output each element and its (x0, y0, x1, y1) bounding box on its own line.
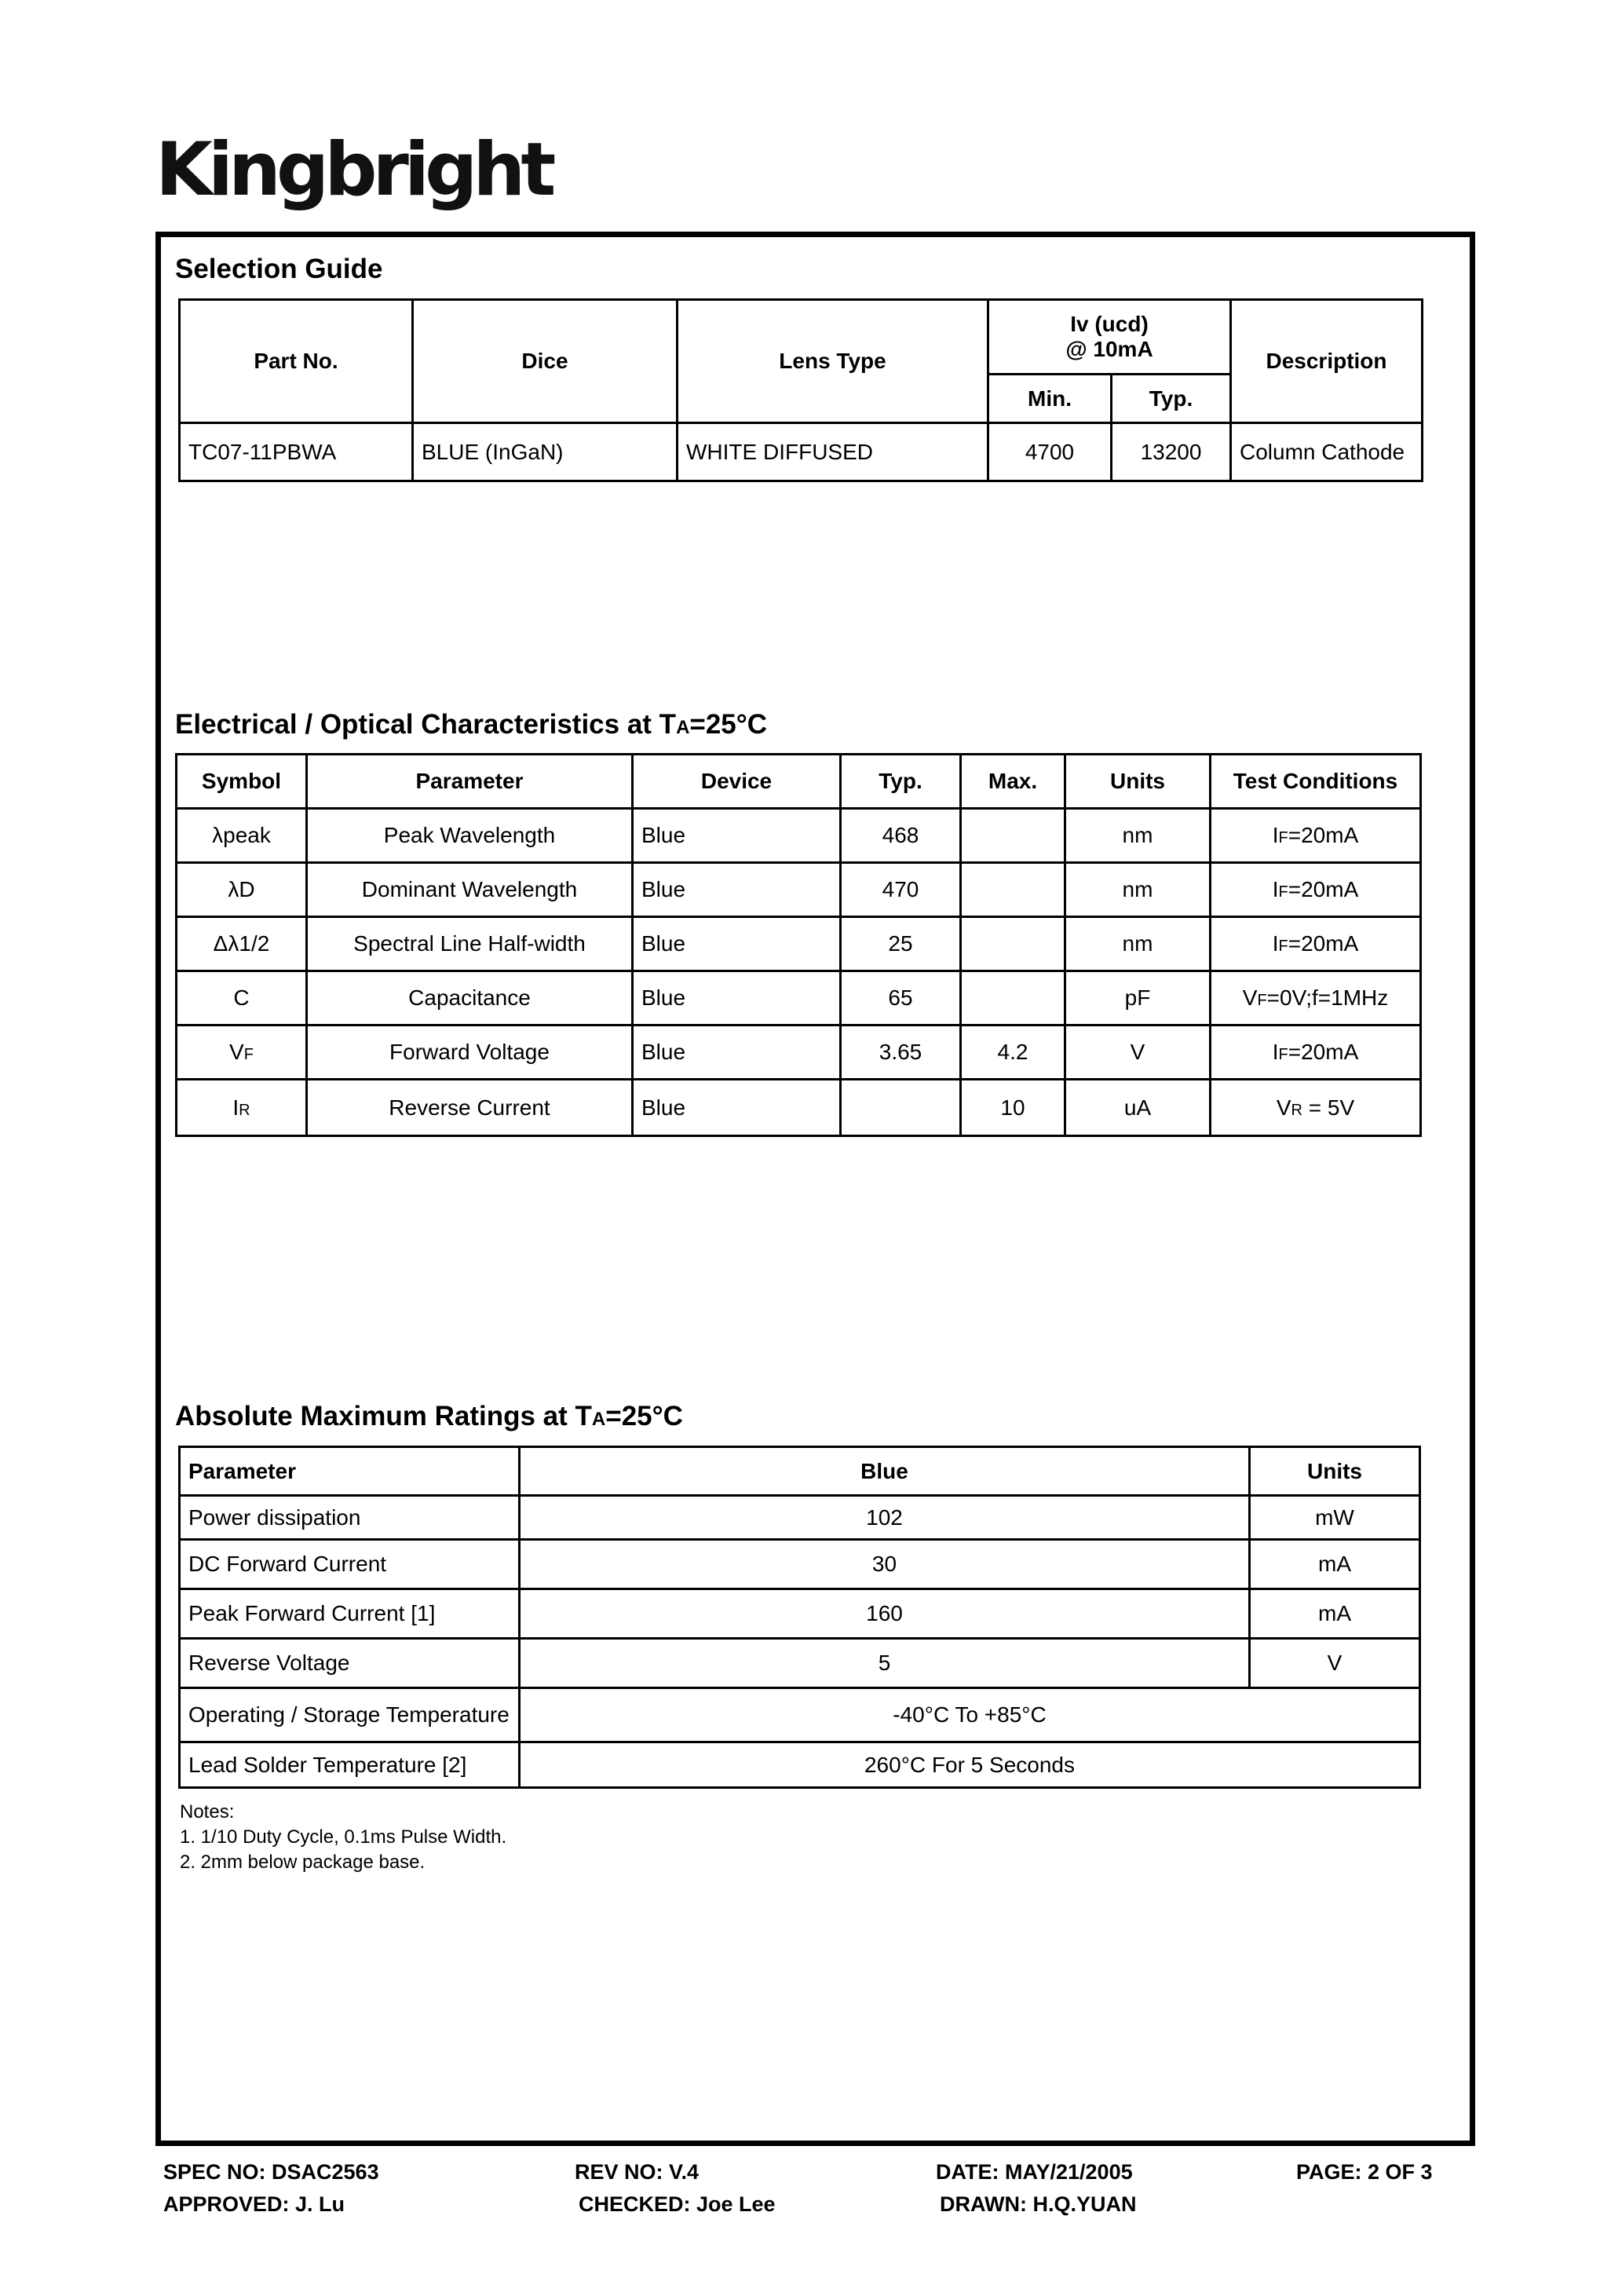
cell-symbol: IR (177, 1080, 307, 1136)
header-iv-line2: @ 10mA (1065, 337, 1153, 361)
cell-parameter: Spectral Line Half-width (307, 917, 633, 971)
note-item: 2. 2mm below package base. (180, 1852, 426, 1873)
cell-units: nm (1065, 917, 1211, 971)
cell-symbol: Δλ1/2 (177, 917, 307, 971)
cell-lens-type: WHITE DIFFUSED (678, 423, 988, 481)
cell-max: 10 (961, 1080, 1065, 1136)
cell-test-condition: IF=20mA (1211, 809, 1421, 863)
cell-parameter: Operating / Storage Temperature (180, 1688, 520, 1742)
header-min: Min. (988, 375, 1112, 423)
cell-units: nm (1065, 863, 1211, 917)
cell-device: Blue (633, 863, 841, 917)
cell-max (961, 863, 1065, 917)
table-row (180, 423, 1423, 481)
cell-parameter: DC Forward Current (180, 1540, 520, 1589)
header-parameter: Parameter (180, 1447, 520, 1496)
header-max: Max. (961, 755, 1065, 809)
electrical-table (175, 753, 1422, 1137)
cell-max (961, 809, 1065, 863)
absolute-ratings-table (178, 1446, 1421, 1789)
cell-parameter: Reverse Voltage (180, 1639, 520, 1688)
footer-date: DATE: MAY/21/2005 (936, 2160, 1133, 2184)
header-description: Description (1231, 300, 1423, 423)
header-typ: Typ. (841, 755, 961, 809)
cell-dice: BLUE (InGaN) (413, 423, 678, 481)
header-blue: Blue (520, 1447, 1250, 1496)
cell-units: V (1065, 1026, 1211, 1080)
header-dice: Dice (413, 300, 678, 423)
footer-spec-no: SPEC NO: DSAC2563 (163, 2160, 379, 2184)
cell-test-condition: IF=20mA (1211, 917, 1421, 971)
cell-parameter: Lead Solder Temperature [2] (180, 1742, 520, 1788)
cell-max (961, 971, 1065, 1026)
footer-checked: CHECKED: Joe Lee (579, 2192, 776, 2216)
cell-typ: 65 (841, 971, 961, 1026)
electrical-title-tail: =25°C (689, 709, 768, 740)
cell-symbol: C (177, 971, 307, 1026)
cell-symbol: VF (177, 1026, 307, 1080)
table-row (177, 917, 1421, 971)
notes (180, 1800, 506, 1875)
cell-parameter: Peak Forward Current [1] (180, 1589, 520, 1639)
cell-blue: 30 (520, 1540, 1250, 1589)
footer-rev-no: REV NO: V.4 (575, 2160, 700, 2184)
table-row (177, 863, 1421, 917)
cell-blue: 5 (520, 1639, 1250, 1688)
cell-blue: 102 (520, 1496, 1250, 1540)
electrical-title (175, 711, 767, 738)
cell-units: mA (1250, 1540, 1420, 1589)
electrical-title-sub: A (676, 717, 690, 738)
cell-parameter: Capacitance (307, 971, 633, 1026)
table-row (177, 971, 1421, 1026)
cell-units: V (1250, 1639, 1420, 1688)
header-symbol: Symbol (177, 755, 307, 809)
cell-device: Blue (633, 1026, 841, 1080)
cell-device: Blue (633, 1080, 841, 1136)
kingbright-logo: Kingbright (155, 127, 552, 213)
cell-value: -40°C To +85°C (520, 1688, 1420, 1742)
absolute-title-sub: A (591, 1409, 606, 1430)
header-parameter: Parameter (307, 755, 633, 809)
absolute-ratings-title (175, 1402, 683, 1430)
header-device: Device (633, 755, 841, 809)
table-row (180, 1742, 1420, 1788)
cell-typ: 470 (841, 863, 961, 917)
table-row (177, 1026, 1421, 1080)
cell-min: 4700 (988, 423, 1112, 481)
cell-description: Column Cathode (1231, 423, 1423, 481)
cell-typ: 3.65 (841, 1026, 961, 1080)
footer-approved: APPROVED: J. Lu (163, 2192, 345, 2216)
cell-part-no: TC07-11PBWA (180, 423, 413, 481)
cell-max: 4.2 (961, 1026, 1065, 1080)
table-row (180, 1589, 1420, 1639)
table-row (180, 1639, 1420, 1688)
cell-typ: 13200 (1112, 423, 1231, 481)
cell-parameter: Power dissipation (180, 1496, 520, 1540)
footer-drawn: DRAWN: H.Q.YUAN (940, 2192, 1137, 2216)
header-units: Units (1250, 1447, 1420, 1496)
cell-test-condition: IF=20mA (1211, 1026, 1421, 1080)
cell-parameter: Peak Wavelength (307, 809, 633, 863)
cell-blue: 160 (520, 1589, 1250, 1639)
cell-units: uA (1065, 1080, 1211, 1136)
header-typ: Typ. (1112, 375, 1231, 423)
cell-typ: 468 (841, 809, 961, 863)
cell-units: nm (1065, 809, 1211, 863)
absolute-title-tail: =25°C (605, 1401, 683, 1431)
header-units: Units (1065, 755, 1211, 809)
cell-device: Blue (633, 971, 841, 1026)
cell-symbol: λpeak (177, 809, 307, 863)
cell-parameter: Reverse Current (307, 1080, 633, 1136)
header-test-conditions: Test Conditions (1211, 755, 1421, 809)
notes-heading: Notes: (180, 1801, 235, 1823)
cell-units: mW (1250, 1496, 1420, 1540)
absolute-title-main: Absolute Maximum Ratings at T (175, 1401, 592, 1431)
note-item: 1. 1/10 Duty Cycle, 0.1ms Pulse Width. (180, 1826, 507, 1848)
footer-page: PAGE: 2 OF 3 (1296, 2160, 1433, 2184)
cell-parameter: Dominant Wavelength (307, 863, 633, 917)
table-row (180, 1496, 1420, 1540)
cell-test-condition: IF=20mA (1211, 863, 1421, 917)
cell-parameter: Forward Voltage (307, 1026, 633, 1080)
cell-typ (841, 1080, 961, 1136)
header-iv (988, 300, 1231, 375)
cell-units: pF (1065, 971, 1211, 1026)
cell-units: mA (1250, 1589, 1420, 1639)
cell-device: Blue (633, 809, 841, 863)
table-row (180, 1540, 1420, 1589)
cell-typ: 25 (841, 917, 961, 971)
table-row (180, 1688, 1420, 1742)
selection-guide-title: Selection Guide (175, 254, 383, 284)
electrical-title-main: Electrical / Optical Characteristics at T (175, 709, 677, 740)
header-part-no: Part No. (180, 300, 413, 423)
selection-guide-table (178, 298, 1423, 482)
cell-value: 260°C For 5 Seconds (520, 1742, 1420, 1788)
cell-device: Blue (633, 917, 841, 971)
header-lens-type: Lens Type (678, 300, 988, 423)
header-iv-line1: Iv (ucd) (1070, 312, 1149, 336)
table-row (177, 809, 1421, 863)
cell-max (961, 917, 1065, 971)
cell-symbol: λD (177, 863, 307, 917)
table-row (177, 1080, 1421, 1136)
cell-test-condition: VR = 5V (1211, 1080, 1421, 1136)
cell-test-condition: VF=0V;f=1MHz (1211, 971, 1421, 1026)
